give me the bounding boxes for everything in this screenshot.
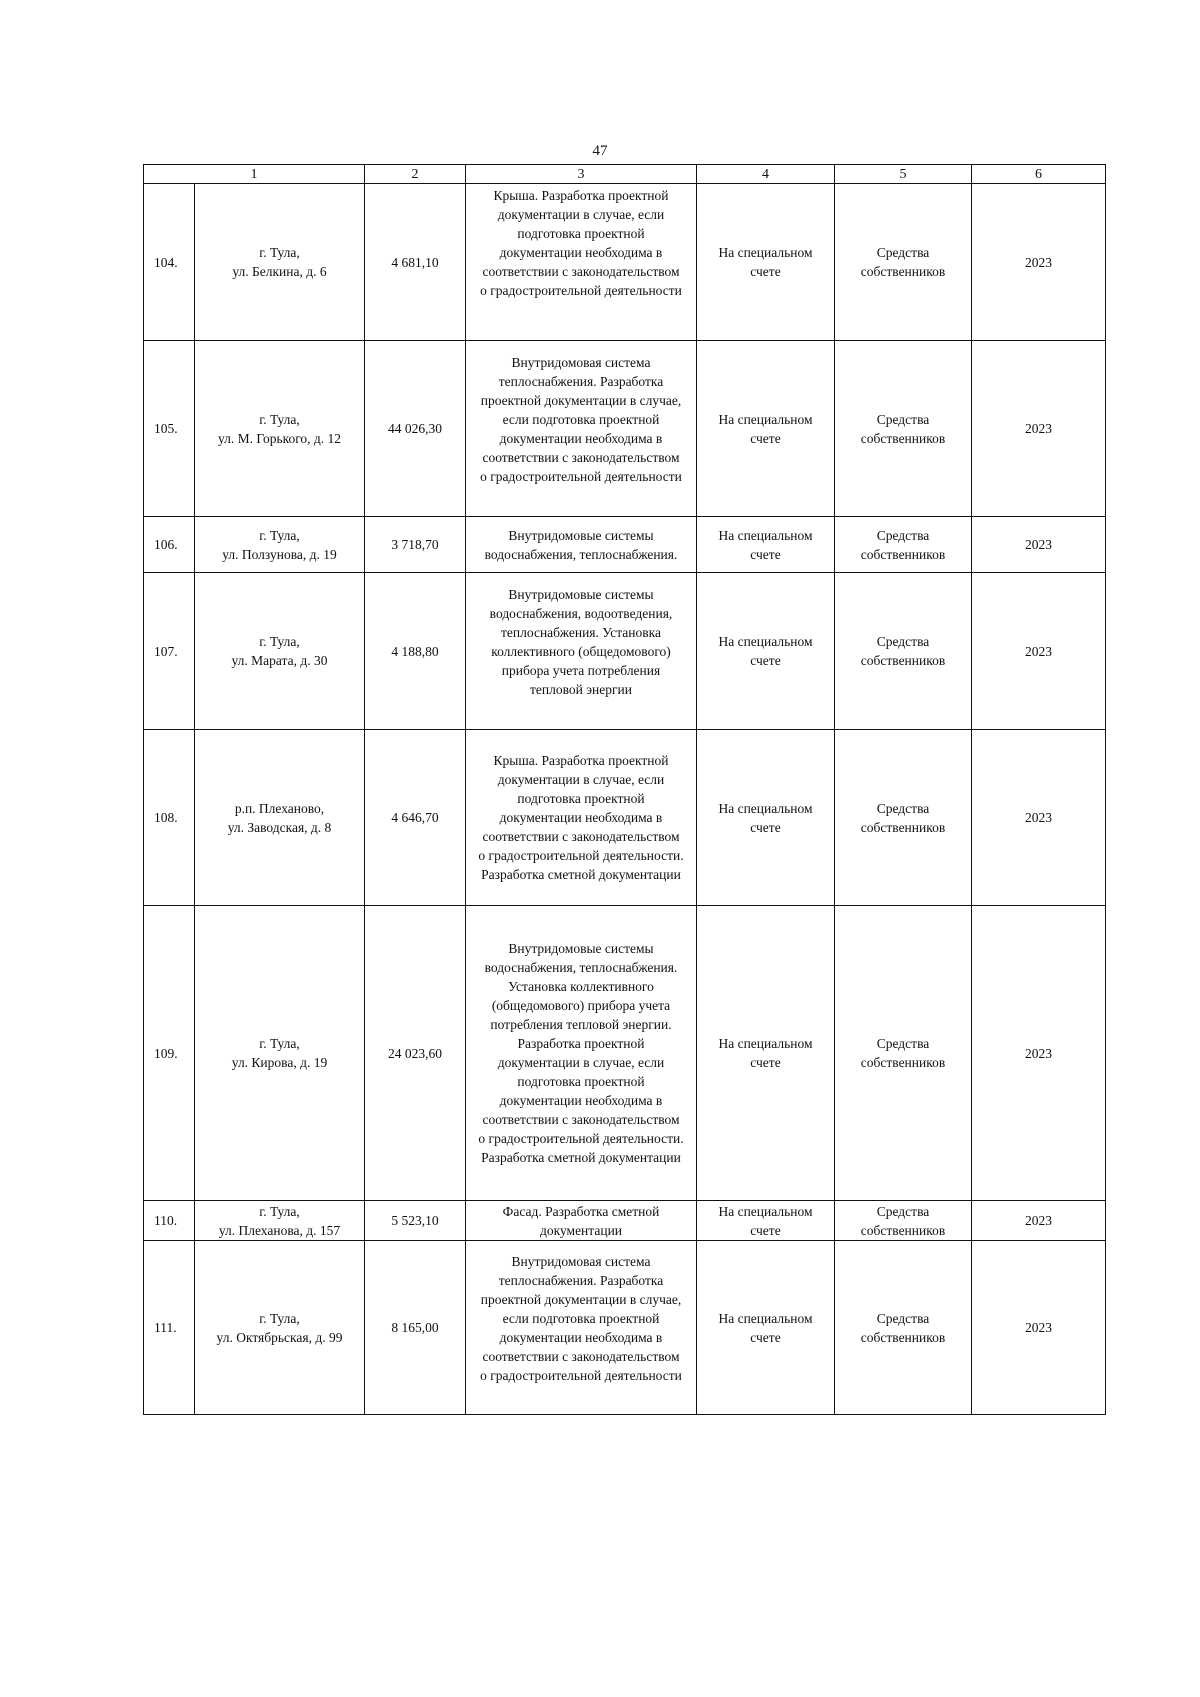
year-cell: 2023 bbox=[972, 730, 1106, 906]
area-cell: 44 026,30 bbox=[365, 341, 466, 517]
table-header-row bbox=[144, 165, 1106, 184]
works-text: Внутридомовая система теплоснабжения. Разработка проектной документации в случае, если подготовка проектной документации необходима в соответствии с законодательством о градостроительной деятельности bbox=[480, 1253, 682, 1383]
works-text: Фасад. Разработка сметной документации bbox=[502, 1203, 660, 1238]
address-text: г. Тула, ул. Марата, д. 30 bbox=[231, 634, 328, 668]
header-col-2: 2 bbox=[365, 165, 466, 184]
account-text: На специальном счете bbox=[718, 1310, 813, 1345]
area-cell: 4 188,80 bbox=[365, 573, 466, 730]
capital-repair-table bbox=[143, 164, 1106, 1415]
table-row bbox=[144, 573, 1106, 730]
account-text: На специальном счете bbox=[718, 800, 813, 835]
address-text: г. Тула, ул. Ползунова, д. 19 bbox=[222, 527, 337, 562]
works-cell bbox=[466, 1201, 697, 1241]
row-number: 105. bbox=[144, 341, 195, 517]
row-number: 110. bbox=[144, 1201, 195, 1241]
source-text: Средства собственников bbox=[860, 1036, 946, 1070]
year-cell: 2023 bbox=[972, 184, 1106, 341]
source-text: Средства собственников bbox=[860, 634, 946, 668]
works-cell bbox=[466, 573, 697, 730]
row-number: 108. bbox=[144, 730, 195, 906]
works-cell bbox=[466, 1241, 697, 1415]
works-text: Крыша. Разработка проектной документации в случае, если подготовка проектной документации необходима в соответствии с законодательством о градостроительной деятельности bbox=[480, 188, 682, 298]
source-cell bbox=[835, 1241, 972, 1415]
address-text: р.п. Плеханово, ул. Заводская, д. 8 bbox=[227, 800, 332, 835]
account-text: На специальном счете bbox=[718, 1036, 813, 1070]
area-cell: 5 523,10 bbox=[365, 1201, 466, 1241]
works-cell bbox=[466, 184, 697, 341]
source-text: Средства собственников bbox=[860, 1310, 946, 1345]
area-cell: 24 023,60 bbox=[365, 906, 466, 1201]
address-cell bbox=[195, 341, 365, 517]
year-cell: 2023 bbox=[972, 573, 1106, 730]
address-cell bbox=[195, 1201, 365, 1241]
area-cell: 4 646,70 bbox=[365, 730, 466, 906]
account-cell bbox=[697, 1201, 835, 1241]
row-number: 109. bbox=[144, 906, 195, 1201]
works-cell bbox=[466, 906, 697, 1201]
account-cell bbox=[697, 1241, 835, 1415]
row-number: 107. bbox=[144, 573, 195, 730]
year-cell: 2023 bbox=[972, 1201, 1106, 1241]
source-cell bbox=[835, 517, 972, 573]
header-col-5: 5 bbox=[835, 165, 972, 184]
address-cell bbox=[195, 517, 365, 573]
works-cell bbox=[466, 517, 697, 573]
address-cell bbox=[195, 184, 365, 341]
header-col-4: 4 bbox=[697, 165, 835, 184]
address-cell bbox=[195, 730, 365, 906]
area-cell: 8 165,00 bbox=[365, 1241, 466, 1415]
address-cell bbox=[195, 906, 365, 1201]
table-row bbox=[144, 1201, 1106, 1241]
source-cell bbox=[835, 341, 972, 517]
source-text: Средства собственников bbox=[860, 1203, 946, 1238]
source-cell bbox=[835, 1201, 972, 1241]
account-cell bbox=[697, 573, 835, 730]
source-cell bbox=[835, 730, 972, 906]
account-text: На специальном счете bbox=[718, 634, 813, 668]
area-cell: 4 681,10 bbox=[365, 184, 466, 341]
row-number: 104. bbox=[144, 184, 195, 341]
header-col-3: 3 bbox=[466, 165, 697, 184]
works-text: Внутридомовые системы водоснабжения, теплоснабжения. bbox=[484, 527, 678, 562]
account-cell bbox=[697, 517, 835, 573]
source-text: Средства собственников bbox=[860, 245, 946, 279]
works-cell bbox=[466, 341, 697, 517]
table-row bbox=[144, 184, 1106, 341]
page-number: 47 bbox=[592, 143, 608, 159]
table-row bbox=[144, 1241, 1106, 1415]
address-text: г. Тула, ул. Кирова, д. 19 bbox=[231, 1036, 328, 1070]
source-cell bbox=[835, 184, 972, 341]
account-cell bbox=[697, 184, 835, 341]
works-cell bbox=[466, 730, 697, 906]
source-cell bbox=[835, 906, 972, 1201]
account-text: На специальном счете bbox=[718, 245, 813, 279]
address-text: г. Тула, ул. Белкина, д. 6 bbox=[232, 245, 327, 279]
table-row bbox=[144, 730, 1106, 906]
table-row bbox=[144, 517, 1106, 573]
year-cell: 2023 bbox=[972, 1241, 1106, 1415]
row-number: 106. bbox=[144, 517, 195, 573]
table-row bbox=[144, 341, 1106, 517]
source-cell bbox=[835, 573, 972, 730]
area-cell: 3 718,70 bbox=[365, 517, 466, 573]
year-cell: 2023 bbox=[972, 906, 1106, 1201]
address-cell bbox=[195, 1241, 365, 1415]
year-cell: 2023 bbox=[972, 341, 1106, 517]
account-text: На специальном счете bbox=[718, 411, 813, 446]
source-text: Средства собственников bbox=[860, 411, 946, 446]
row-number: 111. bbox=[144, 1241, 195, 1415]
works-text: Внутридомовая система теплоснабжения. Разработка проектной документации в случае, если подготовка проектной документации необходима в соответствии с законодательством о градостроительной деятельности bbox=[480, 354, 682, 484]
account-text: На специальном счете bbox=[718, 527, 813, 562]
account-cell bbox=[697, 906, 835, 1201]
works-text: Внутридомовые системы водоснабжения, теплоснабжения. Установка коллективного (общедомового) прибора учета потребления тепловой энергии. Разработка проектной документации в случае, если подготовка проектной документации необходима в соответствии с законодательством о градостроительной деятельности. Разработка сметной документации bbox=[478, 941, 684, 1165]
works-text: Внутридомовые системы водоснабжения, водоотведения, теплоснабжения. Установка коллективного (общедомового) прибора учета потребления тепловой энергии bbox=[489, 586, 673, 697]
source-text: Средства собственников bbox=[860, 800, 946, 835]
header-col-1: 1 bbox=[144, 165, 365, 184]
source-text: Средства собственников bbox=[860, 527, 946, 562]
address-cell bbox=[195, 573, 365, 730]
header-col-6: 6 bbox=[972, 165, 1106, 184]
account-cell bbox=[697, 730, 835, 906]
address-text: г. Тула, ул. М. Горького, д. 12 bbox=[217, 411, 342, 446]
works-text: Крыша. Разработка проектной документации в случае, если подготовка проектной документации необходима в соответствии с законодательством о градостроительной деятельности. Разработка сметной документации bbox=[478, 753, 684, 882]
address-text: г. Тула, ул. Плеханова, д. 157 bbox=[218, 1203, 341, 1238]
year-cell: 2023 bbox=[972, 517, 1106, 573]
account-cell bbox=[697, 341, 835, 517]
address-text: г. Тула, ул. Октябрьская, д. 99 bbox=[216, 1310, 343, 1345]
account-text: На специальном счете bbox=[718, 1203, 813, 1238]
table-row bbox=[144, 906, 1106, 1201]
